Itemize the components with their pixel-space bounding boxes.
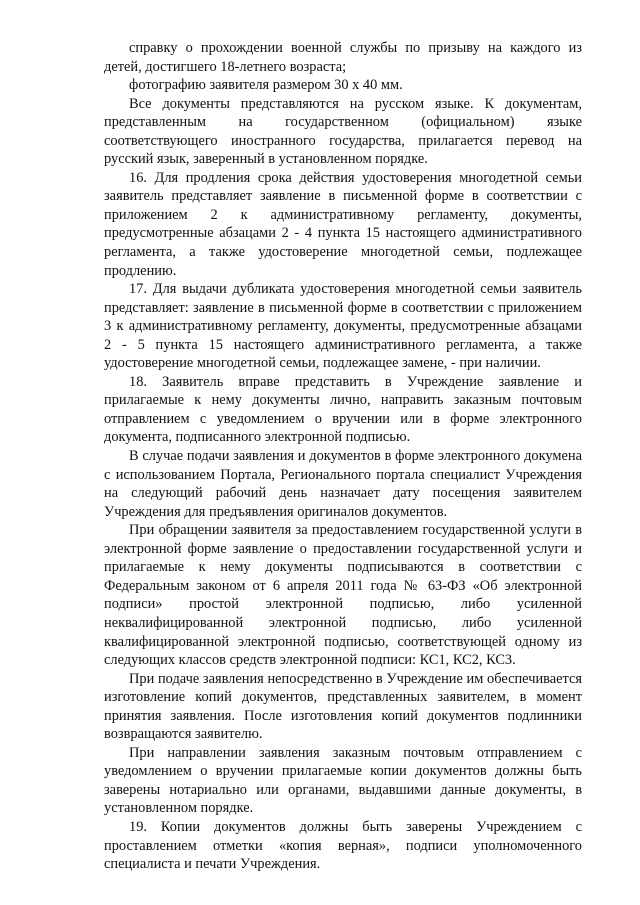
paragraph-russian-language-requirement: Все документы представляются на русском языке. К документам, представленным на государственном (официальном) языке соответствующего иностранного государства, прилагается перевод на русский язык, заверенный в установленном порядке. [104,95,582,168]
paragraph-in-person-copies: При подаче заявления непосредственно в Учреждение им обеспечивается изготовление копий документов, представленных заявителем, в момент принятия заявления. После изготовления копий документов подлинники возвращаются заявителю. [104,670,582,743]
paragraph-item-17-duplicate: 17. Для выдачи дубликата удостоверения многодетной семьи заявитель представляет: заявление в письменной форме в соответствии с приложением 3 к административному регламенту, документы, предусмотренные абзацами 2 - 5 пункта 15 настоящего административного регламента, а также удостоверение многодетной семьи, подлежащее замене, - при наличии. [104,281,582,372]
paragraph-military-service-certificate: справку о прохождении военной службы по призыву на каждого из детей, достигшего 18-летнего возраста; [104,40,582,75]
paragraph-postal-copies: При направлении заявления заказным почтовым отправлением с уведомлением о вручении прилагаемые копии документов должны быть заверены нотариально или органами, выдавшими данные документы, в установленном порядке. [104,744,582,817]
paragraph-item-16-extension: 16. Для продления срока действия удостоверения многодетной семьи заявитель представляет заявление в письменной форме в соответствии с приложением 2 к административному регламенту, документы, предусмотренные абзацами 2 - 4 пункта 15 настоящего административного регламента, а также удостоверение многодетной семьи, подлежащее продлению. [104,169,582,279]
paragraph-electronic-submission: В случае подачи заявления и документов в форме электронного докумена с использованием Портала, Регионального портала специалист Учреждения на следующий рабочий день назначает дату посещения заявителем Учреждения для предъявления оригиналов документов. [104,448,582,520]
paragraph-applicant-photo: фотографию заявителя размером 30 х 40 мм. [129,77,403,94]
paragraph-item-19-certification: 19. Копии документов должны быть заверены Учреждением с проставлением отметки «копия верная», подписи уполномоченного специалиста и печати Учреждения. [104,818,582,873]
paragraph-electronic-signature: При обращении заявителя за предоставлением государственной услуги в электронной форме заявление о предоставлении государственной услуги и прилагаемые к нему документы подписываются в соответствии с Федеральным законом от 6 апреля 2011 года № 63-ФЗ «Об электронной подписи» простой электронной подписью, либо усиленной неквалифицированной электронной подписью, либо усиленной квалифицированной электронной подписью, соответствующей одному из следующих классов средств электронной подписи: КС1, КС2, КС3. [104,522,582,669]
document-page [104,39,582,874]
paragraph-item-18-submission: 18. Заявитель вправе представить в Учреждение заявление и прилагаемые к нему документы лично, направить заказным почтовым отправлением с уведомлением о вручении или в форме электронного документа, подписанного электронной подписью. [104,373,582,446]
